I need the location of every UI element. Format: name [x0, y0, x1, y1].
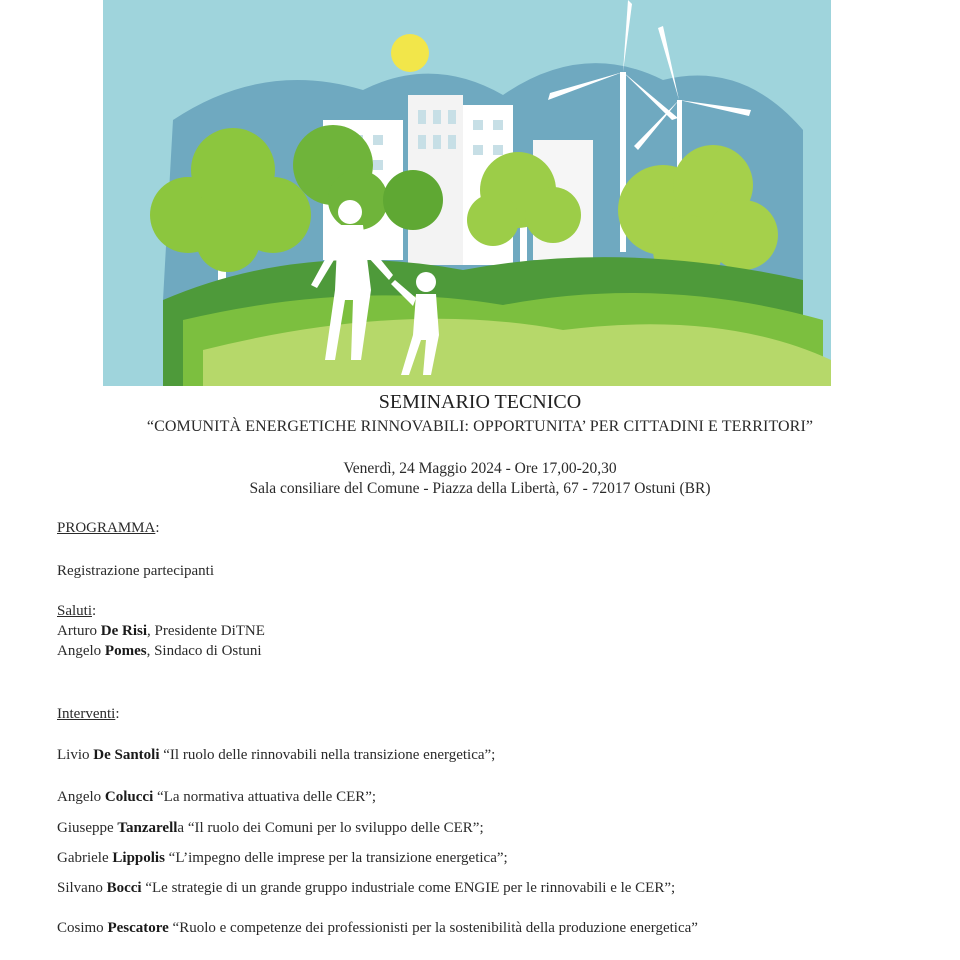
greeting-item: Arturo De Risi, Presidente DiTNE	[57, 623, 265, 639]
talk-item: Giuseppe Tanzarella “Il ruolo dei Comuni per lo sviluppo delle CER”;	[57, 820, 484, 836]
talk-item: Cosimo Pescatore “Ruolo e competenze dei professionisti per la sostenibilità della produzione energetica”	[57, 920, 698, 936]
talk-item: Gabriele Lippolis “L’impegno delle imprese per la transizione energetica”;	[57, 850, 508, 866]
greetings-heading: Saluti:	[57, 603, 97, 619]
talk-item: Livio De Santoli “Il ruolo delle rinnovabili nella transizione energetica”;	[57, 747, 496, 763]
talks-heading: Interventi:	[57, 706, 120, 722]
talk-item: Angelo Colucci “La normativa attuativa delle CER”;	[57, 789, 377, 805]
event-date: Venerdì, 24 Maggio 2024 - Ore 17,00-20,30	[343, 460, 617, 477]
event-location: Sala consiliare del Comune - Piazza della Libertà, 67 - 72017 Ostuni (BR)	[249, 480, 711, 497]
seminar-title: SEMINARIO TECNICO	[378, 391, 582, 413]
sun-icon	[391, 34, 429, 72]
seminar-subtitle: “COMUNITÀ ENERGETICHE RINNOVABILI: OPPORTUNITA’ PER CITTADINI E TERRITORI”	[146, 418, 814, 435]
program-heading: PROGRAMMA:	[57, 520, 160, 536]
registration-item: Registrazione partecipanti	[57, 563, 215, 579]
greeting-item: Angelo Pomes, Sindaco di Ostuni	[57, 643, 262, 659]
hero-illustration	[103, 0, 831, 386]
talk-item: Silvano Bocci “Le strategie di un grande gruppo industriale come ENGIE per le rinnovabili e le CER”;	[57, 880, 676, 896]
